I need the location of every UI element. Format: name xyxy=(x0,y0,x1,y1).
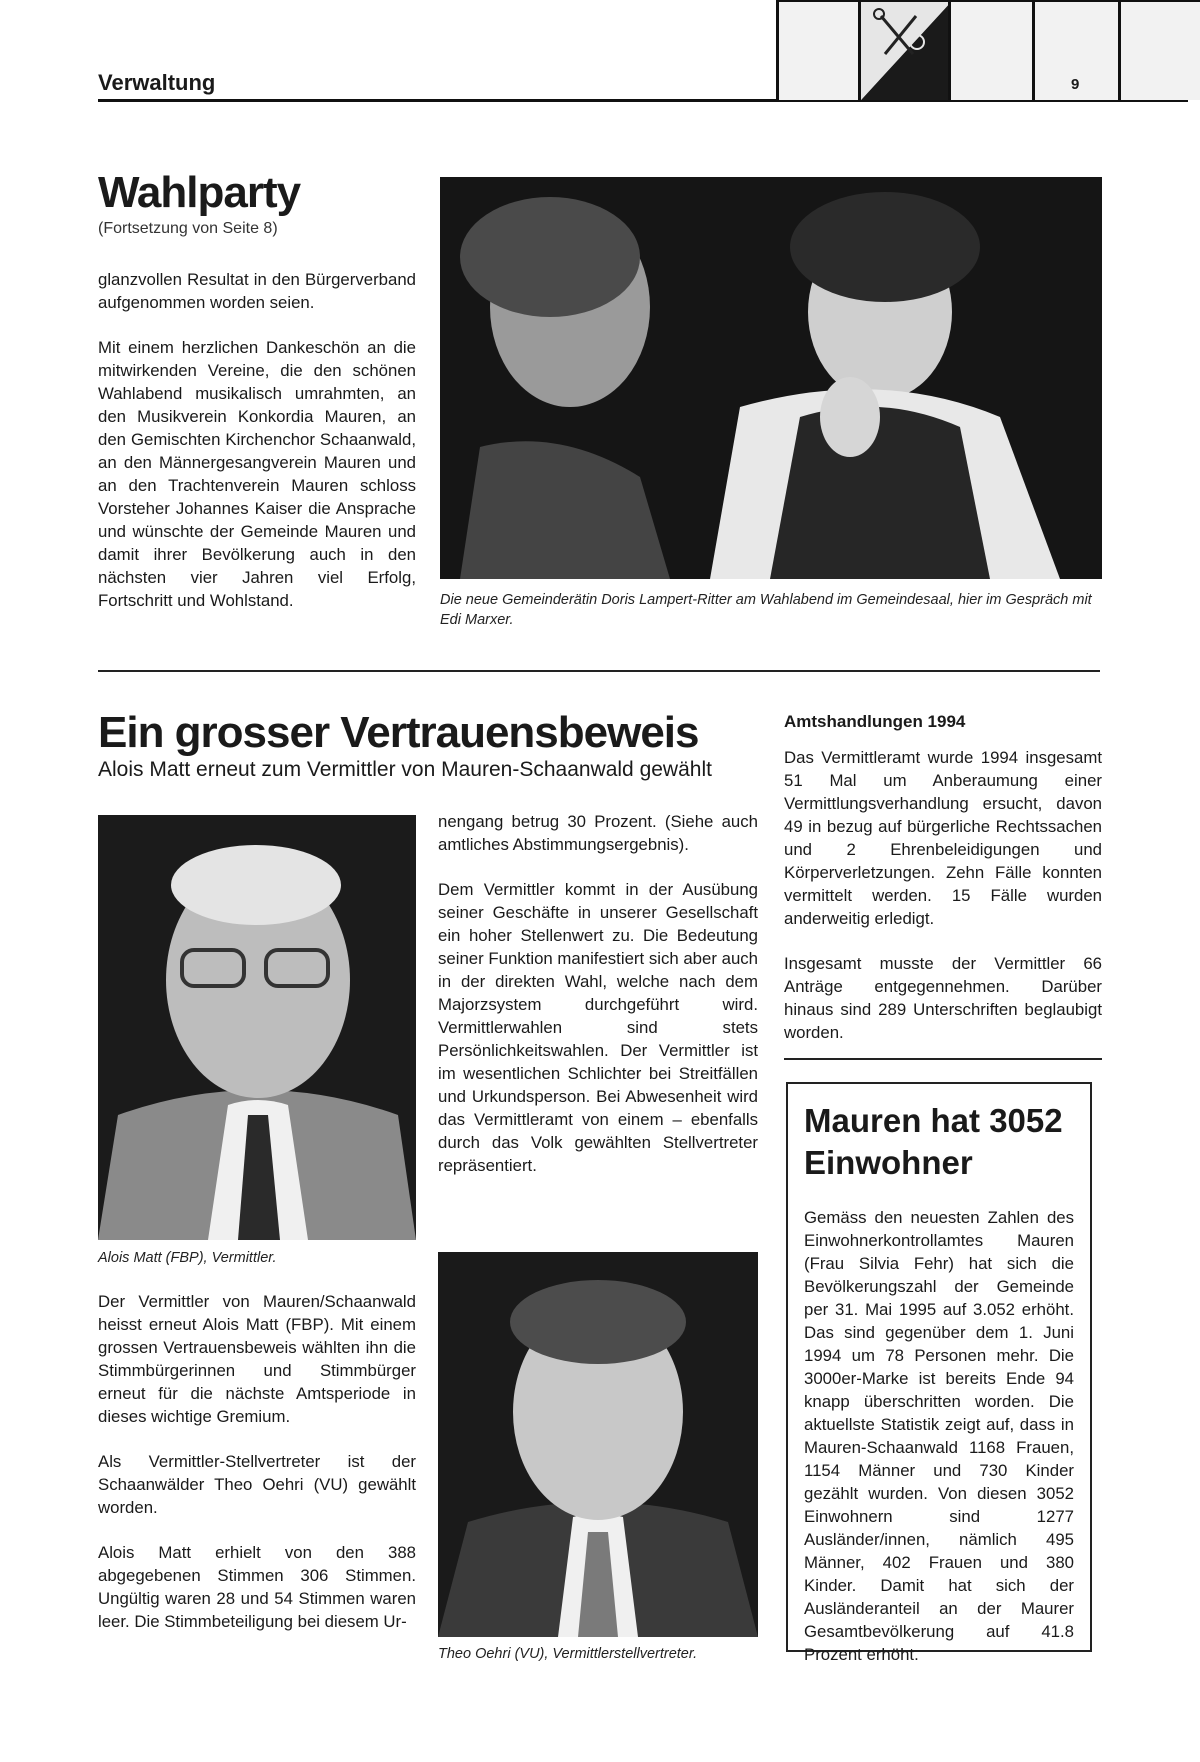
amtshandlungen-title: Amtshandlungen 1994 xyxy=(784,712,966,731)
tab xyxy=(948,2,1035,100)
photo-caption-wahlabend: Die neue Gemeinderätin Doris Lampert-Ritter am Wahlabend im Gemeindesaal, hier im Gespräch mit Edi Marxer. xyxy=(440,592,1092,628)
paragraph: glanzvollen Resultat in den Bürgerverband aufgenommen worden seien. xyxy=(98,270,416,312)
section-label: Verwaltung xyxy=(98,70,216,95)
section-divider xyxy=(98,670,1100,672)
wahlparty-subtitle: (Fortsetzung von Seite 8) xyxy=(98,220,278,237)
photo-alois-matt xyxy=(98,815,416,1240)
paragraph: Der Vermittler von Mauren/Schaanwald heisst erneut Alois Matt (FBP). Mit einem grossen Vertrauensbeweis wählten ihn die Stimmbürgerinnen und Stimmbürger erneut für die nächste Amtsperiode in dieses wichtige Gremium. xyxy=(98,1292,416,1426)
vermittler-subtitle: Alois Matt erneut zum Vermittler von Mauren-Schaanwald gewählt xyxy=(98,758,712,781)
einwohner-title: Mauren hat 3052 Einwohner xyxy=(804,1102,1063,1181)
page-number: 9 xyxy=(1071,76,1080,93)
photo-wahlabend xyxy=(440,177,1102,579)
paragraph: Mit einem herzlichen Dankeschön an die mitwirkenden Vereine, die den schönen Wahlabend musikalisch umrahmten, an den Musikverein Konkordia Mauren, an den Gemischten Kirchenchor Schaanwald, an den Männergesangverein Mauren und an den Trachtenverein Mauren schloss Vorsteher Johannes Kaiser die Ansprache und wünschte der Gemeinde Mauren und damit ihrer Bevölkerung auch in den nächsten vier Jahren viel Erfolg, Fortschritt und Wohlstand. xyxy=(98,338,416,610)
tab xyxy=(1032,2,1121,100)
tab-active xyxy=(858,2,951,100)
amtshandlungen-text xyxy=(784,746,1102,1066)
photo-caption-alois-matt: Alois Matt (FBP), Vermittler. xyxy=(98,1250,277,1266)
paragraph: nengang betrug 30 Prozent. (Siehe auch amtliches Abstimmungsergebnis). xyxy=(438,812,758,854)
chapter-tabs xyxy=(776,0,1200,102)
vermittler-column-1 xyxy=(98,1290,416,1655)
paragraph: Das Vermittleramt wurde 1994 insgesamt 51 Mal um Anberaumung einer Vermittlungsverhandlung ersucht, davon 49 in bezug auf bürgerliche Rechtssachen und 2 Ehrenbeleidigungen und Körperverletzungen. Zehn Fälle konnten vermittelt werden. 15 Fälle wurden anderweitig erledigt. xyxy=(784,748,1102,928)
paragraph: Insgesamt musste der Vermittler 66 Anträge entgegennehmen. Darüber hinaus sind 289 Unterschriften beglaubigt worden. xyxy=(784,954,1102,1042)
vermittler-column-2 xyxy=(438,810,758,1199)
vermittler-title: Ein grosser Vertrauensbeweis xyxy=(98,708,699,757)
crest-icon xyxy=(861,2,951,100)
wahlparty-title: Wahlparty xyxy=(98,168,301,217)
tab xyxy=(1118,2,1200,100)
section-divider xyxy=(784,1058,1102,1060)
paragraph: Dem Vermittler kommt in der Ausübung seiner Geschäfte in unserer Gesellschaft ein hoher Stellenwert zu. Die Bedeutung seiner Funktion manifestiert sich aber auch in der direkten Wahl, welche nach dem Majorzsystem durchgeführt wird. Vermittlerwahlen sind stets Persönlichkeitswahlen. Der Vermittler ist im wesentlichen Schlichter bei Streitfällen und Urkundsperson. Bei Abwesenheit wird das Vermittleramt von einem – ebenfalls durch das Volk gewählten Stellvertreter repräsentiert. xyxy=(438,880,758,1175)
tab xyxy=(776,2,861,100)
einwohner-box xyxy=(786,1082,1092,1664)
einwohner-text xyxy=(804,1206,1074,1688)
paragraph: Als Vermittler-Stellvertreter ist der Schaanwälder Theo Oehri (VU) gewählt worden. xyxy=(98,1452,416,1517)
photo-caption-theo-oehri: Theo Oehri (VU), Vermittlerstellvertreter. xyxy=(438,1646,698,1662)
paragraph: Gemäss den neuesten Zahlen des Einwohnerkontrollamtes Mauren (Frau Silvia Fehr) hat sich die Bevölkerungszahl der Gemeinde per 31. Mai 1995 auf 3.052 erhöht. Das sind gegenüber dem 1. Juni 1994 um 78 Personen mehr. Die 3000er-Marke ist bereits Ende 94 knapp überschritten worden. Die aktuellste Statistik zeigt auf, dass in Mauren-Schaanwald 1168 Frauen, 1154 Männer und 730 Kinder gezählt wurden. Von diesen 3052 Einwohnern sind 1277 Ausländer/innen, nämlich 495 Männer, 402 Frauen und 380 Kinder. Damit hat sich der Ausländeranteil an der Maurer Gesamtbevölkerung auf 41.8 Prozent erhöht. xyxy=(804,1208,1074,1664)
paragraph: Alois Matt erhielt von den 388 abgegebenen Stimmen 306 Stimmen. Ungültig waren 28 und 54 Stimmen waren leer. Die Stimmbeteiligung bei diesem Ur- xyxy=(98,1543,416,1631)
photo-theo-oehri xyxy=(438,1252,758,1637)
wahlparty-text xyxy=(98,268,416,634)
